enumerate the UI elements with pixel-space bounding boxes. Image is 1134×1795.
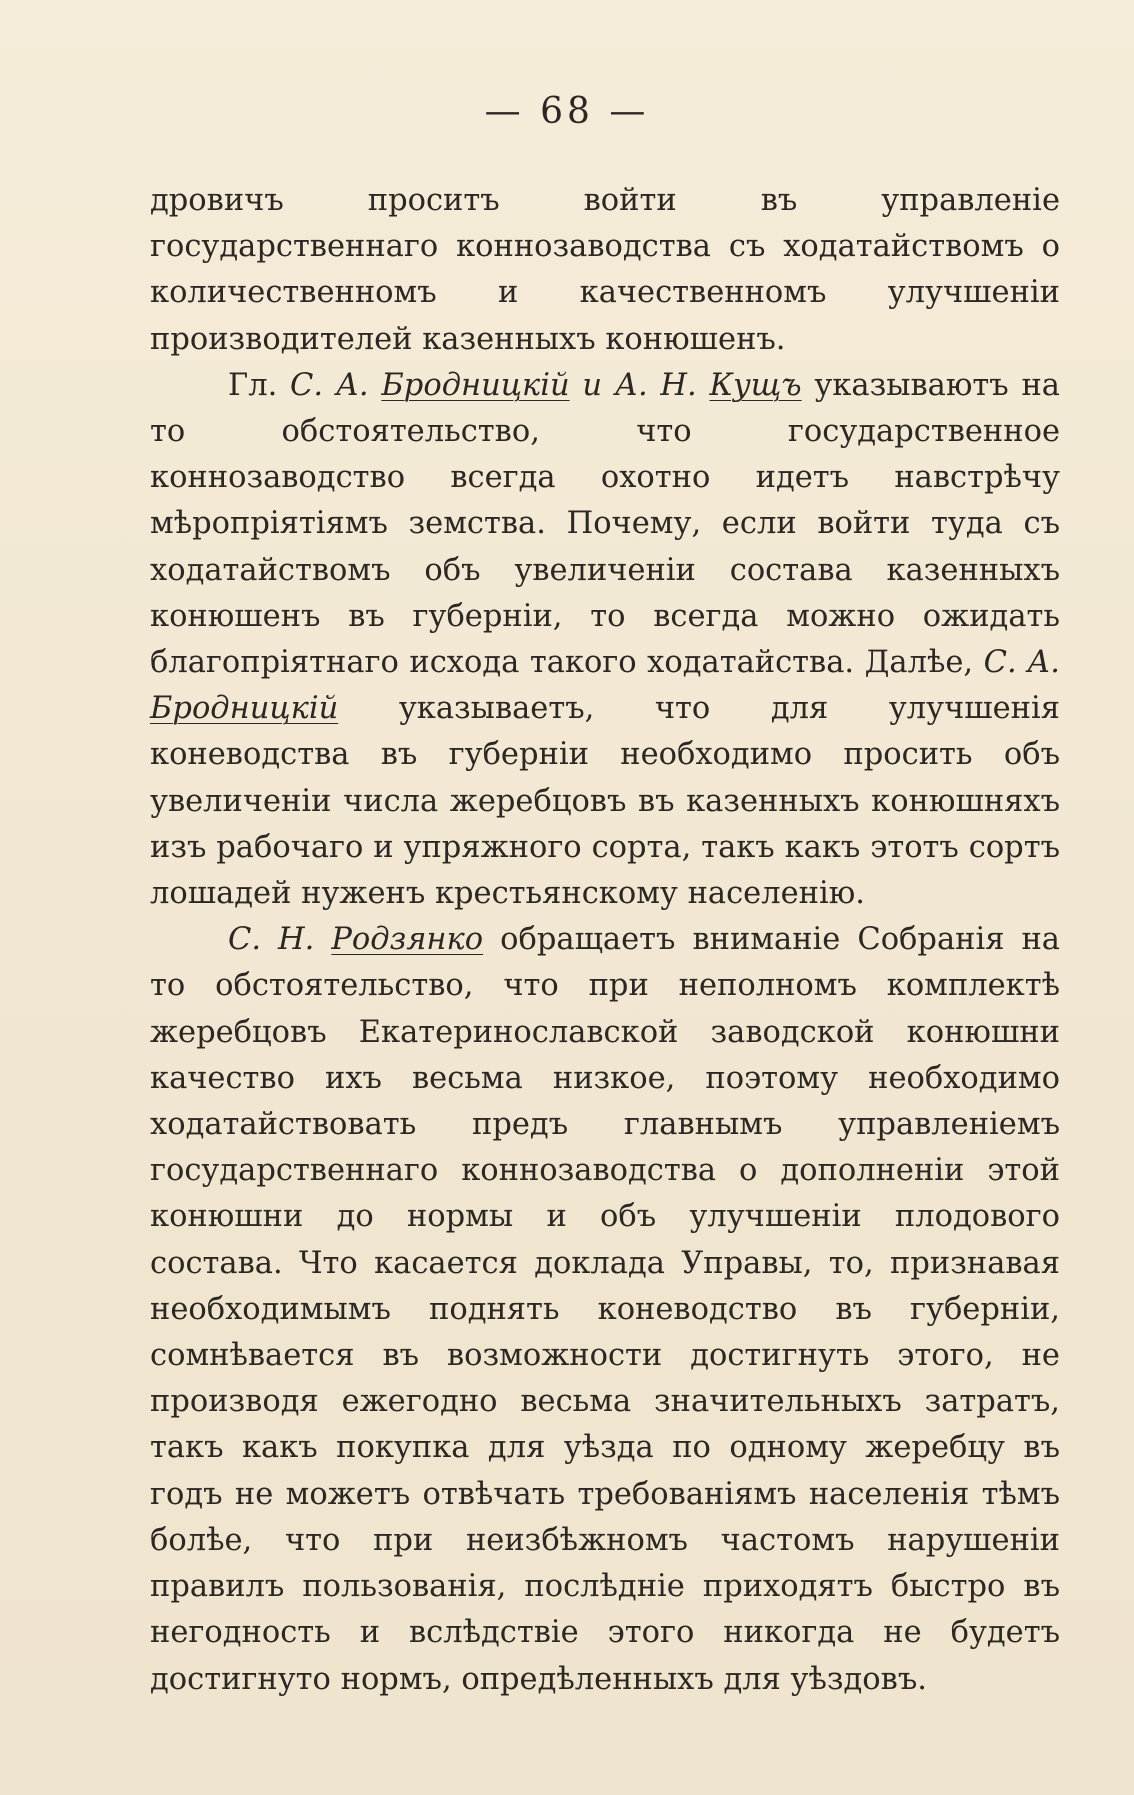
body-text: [150, 178, 1060, 1703]
speaker-prefix: Гл.: [228, 367, 278, 403]
speaker-1-initials: С. А.: [290, 367, 369, 403]
speaker-4-initials: С. Н.: [228, 922, 315, 958]
speaker-3-initials: С. А.: [983, 645, 1060, 681]
paragraph-1-text: дровичъ проситъ войти въ управленіе государственнаго коннозаводства съ ходатайствомъ о количественномъ и качественномъ улучшеніи производителей казенныхъ конюшенъ.: [150, 183, 1060, 357]
paragraph-2-text-a: указываютъ на то обстоятельство, что государственное коннозаводство всегда охотно идетъ навстрѣчу мѣропріятіямъ земства. Почему, если войти туда съ ходатайствомъ объ увеличеніи состава казенныхъ конюшенъ въ губерніи, то всегда можно ожидать благопріятнаго исхода такого ходатайства. Далѣе,: [150, 367, 1060, 681]
speaker-1-name: Бродницкій: [381, 367, 570, 403]
page-number: — 68 —: [484, 91, 650, 132]
speaker-3-name: Бродницкій: [150, 691, 339, 727]
paragraph-2: [150, 363, 1060, 917]
paragraph-2-text-b: указываетъ, что для улучшенія коневодства въ губерніи необходимо просить объ увеличеніи числа жеребцовъ въ казенныхъ конюшняхъ изъ рабочаго и упряжного сорта, такъ какъ этотъ сортъ лошадей нуженъ крестьянскому населенію.: [150, 691, 1060, 912]
paragraph-1: [150, 178, 1060, 363]
speaker-connector: и: [582, 367, 603, 403]
paragraph-3-text: обращаетъ вниманіе Собранія на то обстоятельство, что при неполномъ комплектѣ жеребцовъ Екатеринославской заводской конюшни качество ихъ весьма низкое, поэтому необходимо ходатайствовать предъ главнымъ управленіемъ государственнаго коннозаводства о дополненіи этой конюшни до нормы и объ улучшеніи плодового состава. Что касается доклада Управы, то, признавая необходимымъ поднять коневодство въ губерніи, сомнѣвается въ возможности достигнуть этого, не производя ежегодно весьма значительныхъ затратъ, такъ какъ покупка для уѣзда по одному жеребцу въ годъ не можетъ отвѣчать требованіямъ населенія тѣмъ болѣе, что при неизбѣжномъ частомъ нарушеніи правилъ пользованія, послѣдніе приходятъ быстро въ негодность и вслѣдствіе этого никогда не будетъ достигнуто нормъ, опредѣленныхъ для уѣздовъ.: [150, 922, 1060, 1697]
speaker-4-name: Родзянко: [331, 922, 484, 958]
speaker-2-initials: А. Н.: [614, 367, 697, 403]
paragraph-3: [150, 917, 1060, 1702]
speaker-2-name: Кущъ: [709, 367, 802, 403]
